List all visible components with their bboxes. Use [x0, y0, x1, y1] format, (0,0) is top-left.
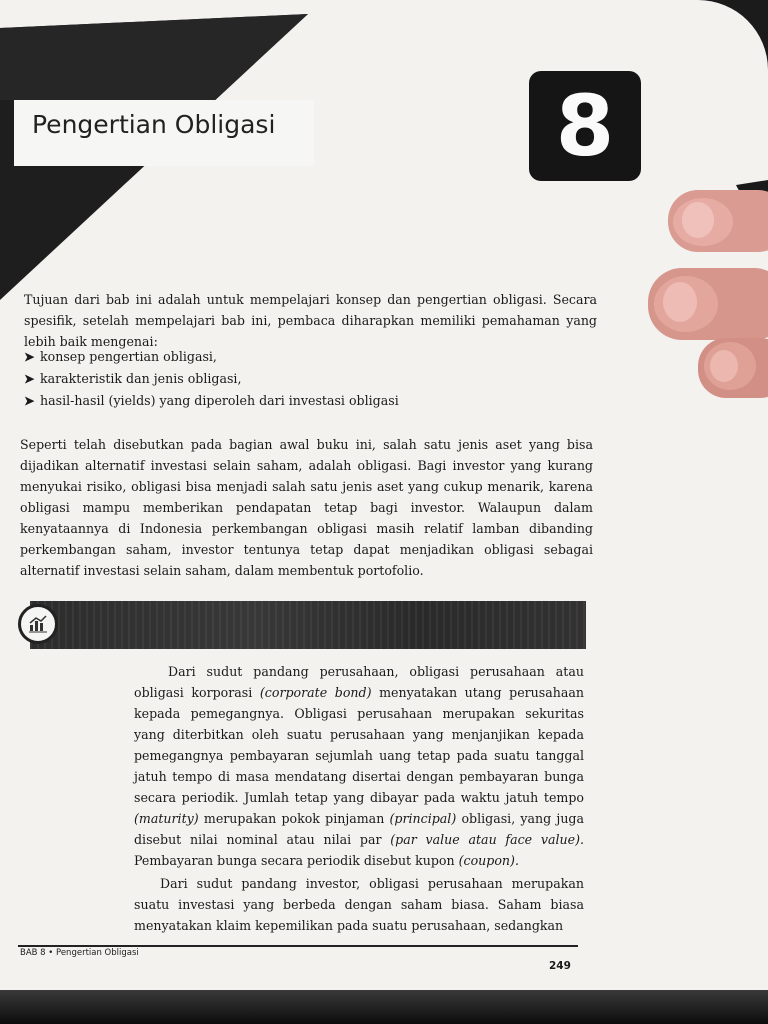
chapter-number-box — [529, 71, 641, 181]
list-item-text: konsep pengertian obligasi, — [40, 349, 217, 364]
arrow-bullet-icon: ➤ — [24, 349, 35, 364]
term-principal: (principal) — [389, 811, 457, 826]
footer-divider — [18, 945, 578, 947]
arrow-bullet-icon: ➤ — [24, 393, 35, 408]
body-paragraph-1: Seperti telah disebutkan pada bagian awal buku ini, salah satu jenis aset yang bisa dijadikan alternatif investasi selain saham, adalah obligasi. Bagi investor yang kurang menyukai risiko, obligasi bisa menjadi salah satu jenis aset yang cukup menarik, karena obligasi mampu memberikan pendapatan tetap bagi investor. Walaupun dalam kenyataannya di Indonesia perkembangan obligasi masih relatif lamban dibanding perkembangan saham, investor tentunya tetap dapat menjadikan obligasi sebagai alternatif investasi selain saham, dalam membentuk portofolio. — [20, 437, 593, 578]
text-run: Pembayaran bunga secara periodik disebut kupon — [134, 853, 459, 868]
text-run: merupakan pokok pinjaman — [198, 811, 390, 826]
term-par-value: (par value atau face value). — [390, 832, 584, 847]
list-item — [24, 346, 597, 368]
list-item-text: karakteristik dan jenis obligasi, — [40, 371, 242, 386]
chart-icon — [18, 604, 58, 644]
term-corporate-bond: (corporate bond) — [259, 685, 372, 700]
intro-paragraph: Tujuan dari bab ini adalah untuk mempelajari konsep dan pengertian obligasi. Secara spesifik, setelah mempelajari bab ini, pembaca diharapkan memiliki pemahaman yang lebih baik mengenai: — [24, 292, 597, 349]
chapter-title: Pengertian Obligasi — [32, 110, 276, 139]
list-item — [24, 390, 597, 412]
list-item-text: hasil-hasil (yields) yang diperoleh dari investasi obligasi — [40, 393, 399, 408]
list-item — [24, 368, 597, 390]
text-run: Dari sudut pandang perusahaan, obligasi perusahaan atau obligasi korporasi — [134, 664, 584, 700]
term-maturity: (maturity) — [134, 811, 199, 826]
section-header-bar — [30, 601, 586, 649]
text-run: menyatakan utang perusahaan kepada pemegangnya. Obligasi perusahaan merupakan sekuritas yang diterbitkan oleh suatu perusahaan yang menjanjikan kepada pemegangnya pembayaran sejumlah uang tetap pada suatu tanggal jatuh tempo di masa mendatang disertai dengan pembayaran bunga secara periodik. Jumlah tetap yang dibayar pada waktu jatuh tempo — [134, 685, 584, 805]
text-run: obligasi, yang juga disebut nilai nominal atau nilai par — [134, 811, 585, 847]
footer-chapter-label: BAB 8 • Pengertian Obligasi — [20, 948, 139, 958]
page-number: 249 — [549, 960, 571, 972]
objectives-list — [24, 346, 597, 412]
chapter-number: 8 — [555, 77, 615, 175]
hand-fingers — [648, 180, 768, 410]
body-paragraph-3: Dari sudut pandang investor, obligasi perusahaan merupakan suatu investasi yang berbeda dengan saham biasa. Saham biasa menyatakan klaim kepemilikan pada suatu perusahaan, sedangkan — [134, 876, 584, 933]
page-bottom-shadow — [0, 990, 768, 1024]
arrow-bullet-icon: ➤ — [24, 371, 35, 386]
body-paragraph-2 — [134, 661, 584, 871]
term-coupon: (coupon). — [458, 853, 519, 868]
